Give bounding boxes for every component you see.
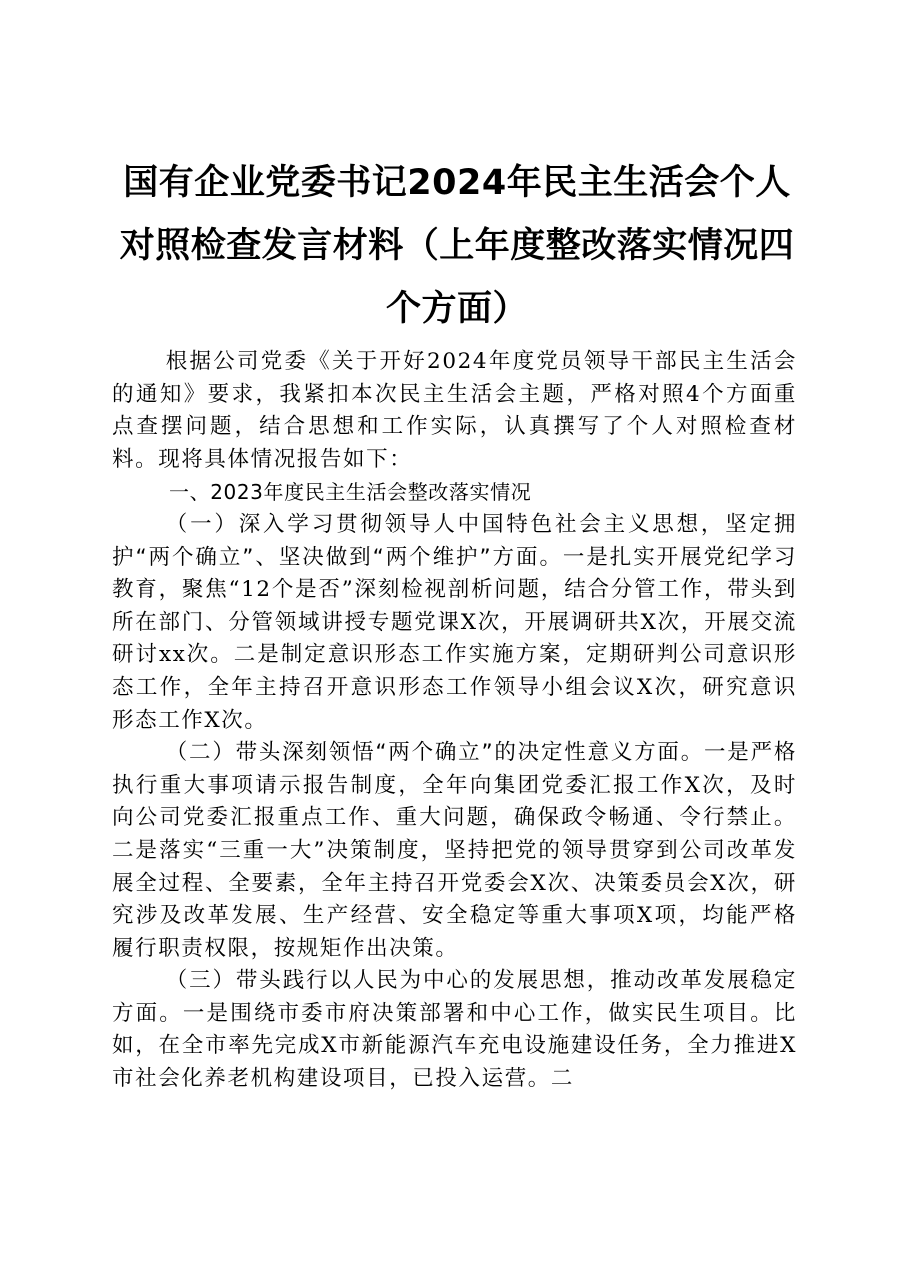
item-paragraph-3 — [112, 965, 797, 1095]
item-paragraph-1 — [112, 509, 797, 737]
intro-paragraph: 根据公司党委《关于开好2024年度党员领导干部民主生活会的通知》要求，我紧扣本次民主生活会主题，严格对照4个方面重点查摆问题，结合思想和工作实际，认真撰写了个人对照检查材料。现将具体情况报告如下： — [112, 349, 797, 472]
item-text-1: 一是扎实开展党纪学习教育，聚焦“12个是否”深刻检视剖析问题，结合分管工作，带头到所在部门、分管领域讲授专题党课X次，开展调研共X次，开展交流研讨xx次。二是制定意识形态工作实施方案，定期研判公司意识形态工作，全年主持召开意识形态工作领导小组会议X次，研究意识形态工作X次。 — [112, 544, 797, 733]
item-lead-1: （一）深入学习贯彻领导人中国特色社会主义思想，坚定拥护“两个确立”、坚决做到“两个维护”方面。 — [112, 511, 797, 570]
item-lead-2: （二）带头深刻领悟“两个确立”的决定性意义方面。 — [165, 740, 705, 766]
item-text-2: 一是严格执行重大事项请示报告制度，全年向集团党委汇报工作X次，及时向公司党委汇报重点工作、重大问题，确保政令畅通、令行禁止。二是落实“三重一大”决策制度，坚持把党的领导贯穿到公司改革发展全过程、全要素，全年主持召开党委会X次、决策委员会X次，研究涉及改革发展、生产经营、安全稳定等重大事项X项，均能严格履行职责权限，按规矩作出决策。 — [112, 740, 797, 961]
document-title: 国有企业党委书记2024年民主生活会个人对照检查发言材料（上年度整改落实情况四个方面） — [119, 163, 795, 329]
section-heading: 一、2023年度民主生活会整改落实情况 — [169, 480, 532, 505]
document-body — [112, 346, 797, 1096]
item-text-3: 一是围绕市委市府决策部署和中心工作，做实民生项目。比如，在全市率先完成X市新能源汽车充电设施建设任务，全力推进X市社会化养老机构建设项目，已投入运营。二 — [112, 1000, 797, 1092]
item-paragraph-2 — [112, 737, 797, 965]
item-lead-3: （三）带头践行以人民为中心的发展思想，推动改革发展稳定方面。 — [112, 968, 797, 1026]
